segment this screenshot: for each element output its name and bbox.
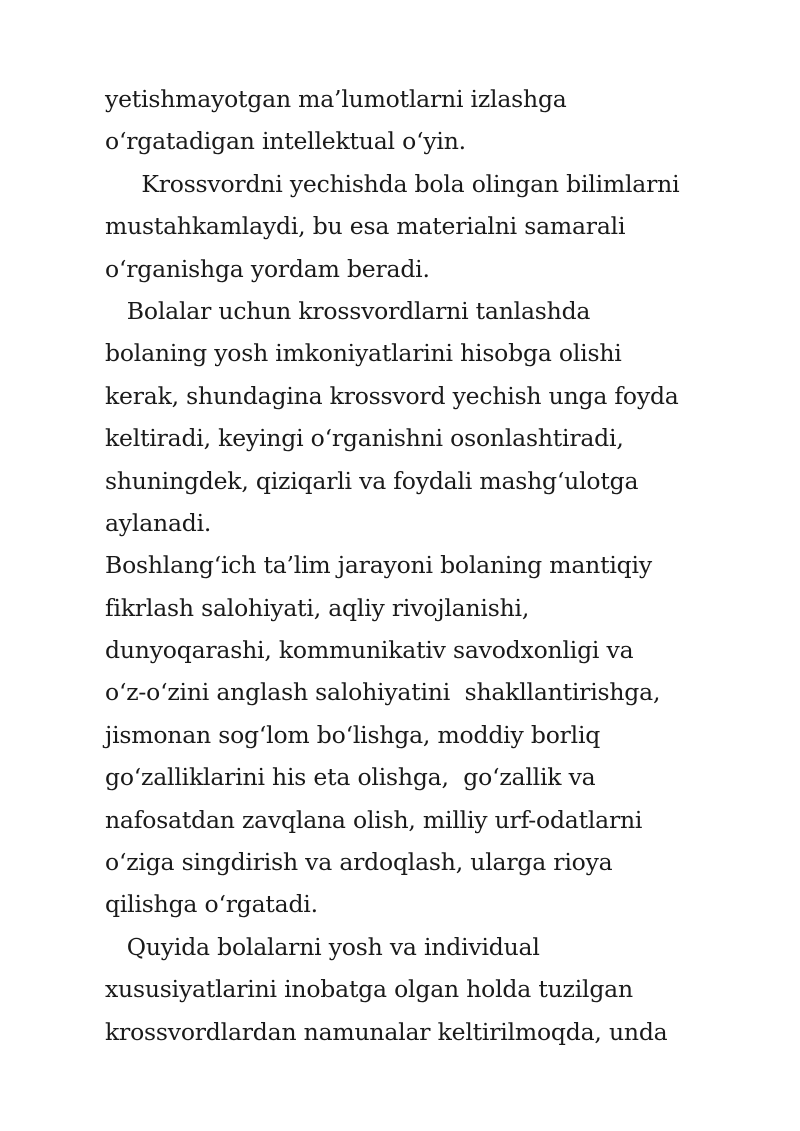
text-line: Quyida bolalarni yosh va individual <box>105 932 540 961</box>
text-line: keltiradi, keyingi o‘rganishni osonlashtiradi, <box>105 424 624 453</box>
text-line: o‘z-o‘zini anglash salohiyatini shakllantirishga, <box>105 678 661 707</box>
text-line: Boshlang‘ich ta’lim jarayoni bolaning mantiqiy <box>105 551 652 580</box>
text-line: o‘rganishga yordam beradi. <box>105 254 430 283</box>
text-line: kerak, shundagina krossvord yechish unga foyda <box>105 381 679 410</box>
text-line: xususiyatlarini inobatga olgan holda tuzilgan <box>105 975 633 1004</box>
text-line: o‘ziga singdirish va ardoqlash, ularga rioya <box>105 848 613 877</box>
text-line: o‘rgatadigan intellektual o‘yin. <box>105 127 466 156</box>
body-text <box>105 78 765 1053</box>
text-line: qilishga o‘rgatadi. <box>105 890 318 919</box>
text-line: yetishmayotgan ma’lumotlarni izlashga <box>105 85 567 113</box>
text-line: mustahkamlaydi, bu esa materialni samarali <box>105 212 626 241</box>
text-line: Bolalar uchun krossvordlarni tanlashda <box>105 296 591 325</box>
text-line: go‘zalliklarini his eta olishga, go‘zallik va <box>105 763 596 792</box>
text-line: nafosatdan zavqlana olish, milliy urf-odatlarni <box>105 805 643 834</box>
text-line: Krossvordni yechishda bola olingan bilimlarni <box>105 169 680 198</box>
text-line: dunyoqarashi, kommunikativ savodxonligi va <box>105 636 634 665</box>
text-line: krossvordlardan namunalar keltirilmoqda, unda <box>105 1017 668 1046</box>
text-line: bolaning yosh imkoniyatlarini hisobga olishi <box>105 339 622 368</box>
text-line: shuningdek, qiziqarli va foydali mashg‘ulotga <box>105 466 639 495</box>
text-line: fikrlash salohiyati, aqliy rivojlanishi, <box>105 593 530 622</box>
text-line: jismonan sog‘lom bo‘lishga, moddiy borliq <box>105 720 601 749</box>
text-line: aylanadi. <box>105 508 212 537</box>
